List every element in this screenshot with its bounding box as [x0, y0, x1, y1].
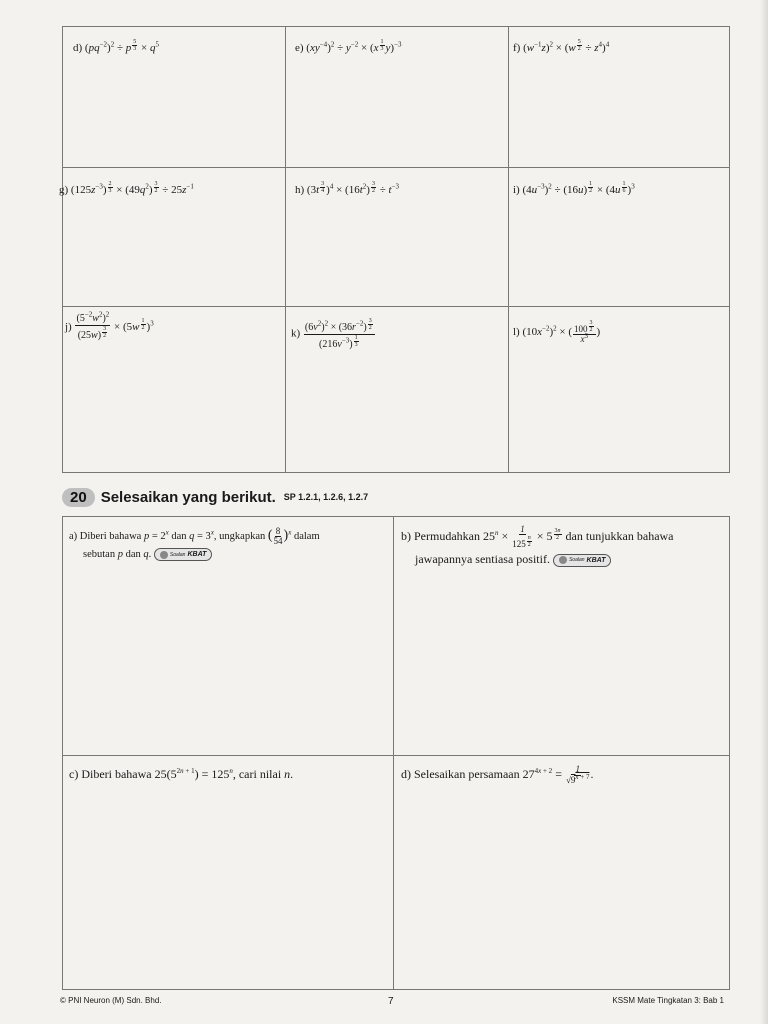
exercise-d: d) $(pq^{-2})^2 \div p$ $\frac{5}{3}$ × $q^5$	[73, 39, 159, 54]
problem-d: d) Selesaikan persamaan $27^{4x + 2}$ = $\frac{1}{√9^{x + 7}}$ .	[401, 764, 594, 785]
problem-c: c) Diberi bahawa $25(5^{2n + 1}) = 125^n$, cari nilai n.	[69, 767, 294, 781]
problem-a-line-1: a) Diberi bahawa $p = 2^x$ dan $q = 3^x$, ungkapkan ( $\frac{8}{54}$ )$^x$ dalam	[69, 525, 320, 547]
exercise-label: l)	[513, 325, 520, 338]
problem-b-line-1: b) Permudahkan $25^n$ × 1 125 $\frac{n}{2}$ × 5 $\frac{3n}{2}$ dan tunjukkan bahawa	[401, 524, 674, 550]
exercise-label: h)	[295, 184, 305, 196]
exercise-label: d)	[73, 42, 83, 54]
sp-reference: SP 1.2.1, 1.2.6, 1.2.7	[283, 492, 369, 502]
problem-cell-c	[63, 755, 393, 991]
exercise-cell-l	[508, 306, 730, 472]
section-number-badge: 20	[62, 488, 95, 507]
publisher-note: © PNI Neuron (M) Sdn. Bhd.	[60, 996, 162, 1005]
page-footer	[0, 996, 768, 1010]
scan-edge-shadow	[760, 0, 768, 1024]
problem-label: b)	[401, 529, 411, 544]
kbat-badge: Soalan KBAT	[154, 548, 213, 561]
exercise-grid	[59, 26, 730, 473]
exercise-cell-e	[285, 27, 508, 167]
problem-cell-b	[393, 517, 731, 755]
section-title: Selesaikan yang berikut.	[100, 488, 276, 506]
kbat-badge: Soalan KBAT	[553, 554, 612, 567]
exercise-k: k) $(6v^2)^2 \times (36r^{-2})$ $\frac{3}{2}$ $(216v^{-3})$ $\frac{1}{3}$	[291, 318, 376, 350]
problem-grid	[62, 516, 730, 990]
section-header	[62, 486, 368, 508]
exercise-cell-g	[59, 167, 285, 306]
exercise-j: j) $(5^{-2}w^2)^2$ (25w) $\frac{3}{2}$ × (5w $\frac{1}{2}$ )$^3$	[65, 310, 154, 341]
exercise-i: i) $(4u^{-3})^2 \div (16u)$ $\frac{1}{2}$ × (4u $\frac{1}{6}$ )$^3$	[513, 181, 635, 196]
problem-cell-a	[63, 517, 393, 755]
exercise-cell-f	[508, 27, 730, 167]
exercise-cell-i	[508, 167, 730, 306]
exercise-label: i)	[513, 184, 520, 196]
exercise-f: f) $(w^{-1}z)^2 \times (w$ $\frac{5}{2}$ ÷ $z^4)^4$	[513, 39, 610, 54]
exercise-cell-d	[63, 27, 285, 167]
exercise-h: h) (3t $\frac{3}{4}$ )$^4 \times (16t^2)$ $\frac{3}{2}$ ÷ $t^{-3}$	[295, 181, 399, 196]
exercise-cell-k	[285, 306, 508, 472]
problem-label: d)	[401, 767, 411, 781]
exercise-label: j)	[65, 321, 72, 334]
exercise-cell-j	[63, 306, 285, 472]
problem-cell-d	[393, 755, 731, 991]
problem-b-line-2: jawapannya sentiasa positif. Soalan KBAT	[401, 550, 725, 569]
exercise-label: f)	[513, 42, 521, 54]
problem-a-line-2: sebutan p dan q. Soalan KBAT	[69, 547, 387, 564]
exercise-label: g)	[59, 184, 69, 196]
book-title: KSSM Mate Tingkatan 3: Bab 1	[612, 996, 724, 1005]
kbat-icon	[559, 556, 567, 564]
exercise-label: e)	[295, 42, 304, 54]
problem-label: c)	[69, 767, 79, 781]
exercise-e: e) $(xy^{-4})^2 \div y^{-2} \times (x$ $\frac{1}{3}$ y)$^{-3}$	[295, 39, 402, 54]
exercise-cell-h	[285, 167, 508, 306]
page-number: 7	[388, 996, 394, 1007]
exercise-g: g) $(125z^{-3})$ $\frac{2}{3}$ × $(49q^2)$ $\frac{3}{2}$ ÷ $25z^{-1}$	[59, 181, 194, 196]
exercise-label: k)	[291, 327, 301, 340]
problem-label: a)	[69, 531, 78, 542]
exercise-l: l) $(10x^{-2})^2$ × ( 100 $\frac{3}{2}$ $x^3$ )	[513, 320, 601, 345]
kbat-icon	[160, 551, 168, 559]
